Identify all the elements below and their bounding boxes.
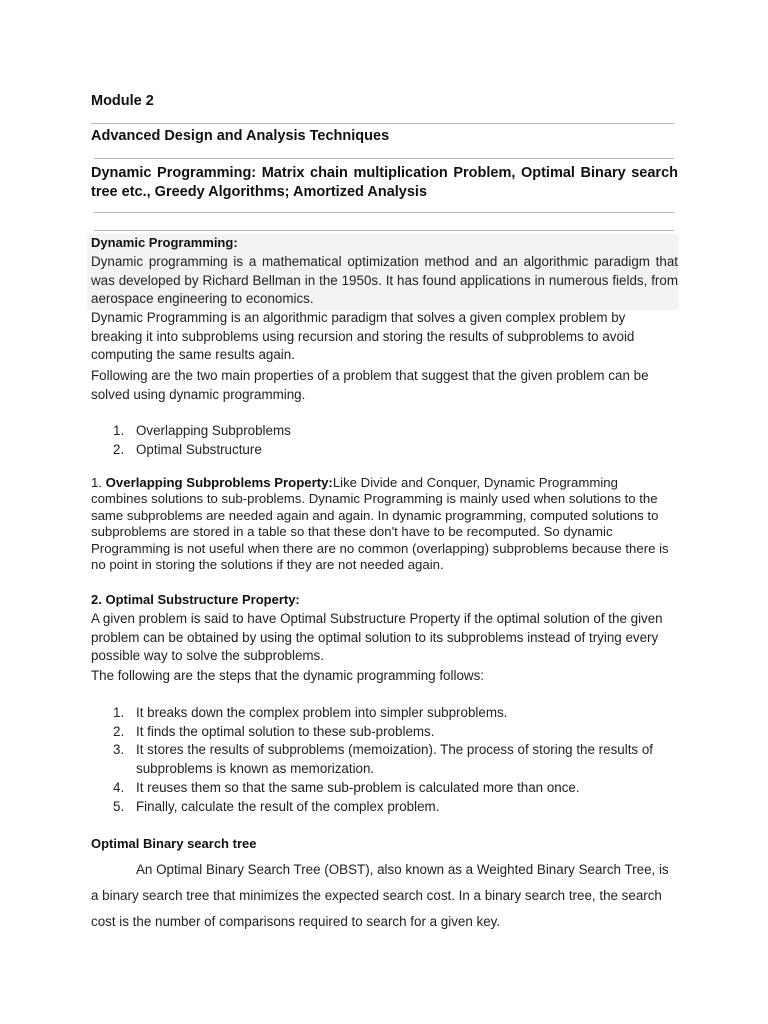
obst-body: An Optimal Binary Search Tree (OBST), also known as a Weighted Binary Search Tree, is a binary search tree that minimizes the expected search cost. In a binary search tree, the search cost is the number of comparisons required to search for a given key. [91, 862, 669, 929]
module-topics: Dynamic Programming: Matrix chain multiplication Problem, Optimal Binary search tree etc., Greedy Algorithms; Amortized Analysis [91, 165, 678, 200]
dp-properties-intro: Following are the two main properties of a problem that suggest that the given problem can be solved using dynamic programming. [91, 368, 649, 402]
list-item: 1. Overlapping Subproblems [113, 423, 291, 438]
overlapping-section [91, 475, 678, 573]
list-item: 2. It finds the optimal solution to these sub-problems. [113, 723, 435, 739]
divider-2 [94, 158, 674, 159]
dp-definition-paragraph: Dynamic Programming is an algorithmic paradigm that solves a given complex problem by breaking it into subproblems using recursion and storing the results of subproblems to avoid computing the same results again. [91, 310, 635, 363]
optimal-substructure-heading: 2. Optimal Substructure Property: [91, 592, 300, 607]
overlapping-heading: Overlapping Subproblems Property: [105, 475, 333, 490]
optimal-substructure-body: A given problem is said to have Optimal Substructure Property if the optimal solution of the given problem can be obtained by using the optimal solution to its subproblems instead of trying every possible way to solve the subproblems. [91, 611, 663, 664]
divider-4 [94, 230, 674, 231]
properties-list [91, 422, 678, 459]
list-item: 3. It stores the results of subproblems (memoization). The process of storing the results of subproblems is known as memorization. [113, 742, 654, 777]
list-item: 5. Finally, calculate the result of the complex problem. [113, 798, 440, 814]
divider-1 [91, 123, 674, 124]
module-subtitle: Advanced Design and Analysis Techniques [91, 128, 390, 144]
steps-intro: The following are the steps that the dynamic programming follows: [91, 668, 484, 683]
module-title: Module 2 [91, 93, 154, 109]
overlapping-prefix: 1. [91, 475, 106, 490]
list-item: 4. It reuses them so that the same sub-problem is calculated more than once. [113, 779, 580, 795]
obst-paragraph [91, 857, 678, 935]
dp-heading: Dynamic Programming: [91, 235, 238, 250]
obst-heading: Optimal Binary search tree [91, 836, 257, 851]
divider-3 [94, 212, 674, 213]
list-item: 2. Optimal Substructure [113, 441, 262, 457]
steps-list [91, 704, 678, 816]
dp-intro-paragraph: Dynamic programming is a mathematical optimization method and an algorithmic paradigm that was developed by Richard Bellman in the 1950s. It has found applications in numerous fields, from aerospace engineering to economics. [91, 254, 678, 307]
list-item: 1. It breaks down the complex problem into simpler subproblems. [113, 705, 508, 720]
overlapping-body: Like Divide and Conquer, Dynamic Programming combines solutions to sub-problems. Dynamic Programming is mainly used when solutions to the same subproblems are needed again and again. In dynamic programming, computed solutions to subproblems are stored in a table so that these don't have to be recomputed. So dynamic Programming is not useful when there are no common (overlapping) subproblems because there is no point in storing the solutions if they are not needed again. [91, 475, 669, 573]
